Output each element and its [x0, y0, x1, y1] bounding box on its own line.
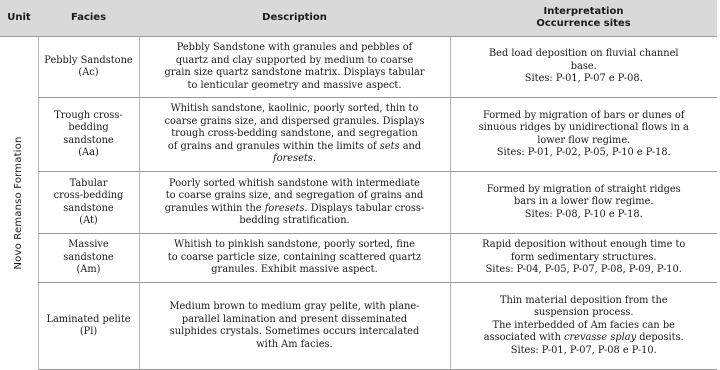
description-line: coarse grains size, and dispersed granules. Displays [164, 115, 425, 127]
interpretation-line: bars in a lower flow regime. [514, 196, 654, 208]
description-line [144, 203, 446, 216]
table-row [0, 234, 717, 283]
description-line: quartz and clay supported by medium to coarse [175, 54, 414, 66]
facies-cell [38, 98, 139, 172]
header-row [0, 0, 717, 37]
interpretation-cell [450, 234, 717, 283]
unit-cell [0, 37, 38, 370]
description-cell [139, 172, 450, 234]
description-cell [139, 98, 450, 172]
description-line: granules. Exhibit massive aspect. [211, 264, 378, 276]
facies-cell [38, 283, 139, 370]
facies-cell [38, 37, 139, 98]
description-cell [139, 37, 450, 98]
header-unit: Unit [0, 0, 38, 37]
facies-code: (Am) [76, 264, 101, 276]
description-line: sulphides crystals. Sometimes occurs intercalated [169, 326, 420, 337]
description-line: Whitish to pinkish sandstone, poorly sorted, fine [174, 239, 415, 251]
description-line: to lenticular geometry and massive aspect. [187, 79, 402, 91]
table-row [0, 98, 717, 172]
interpretation-line: Formed by migration of straight ridges [486, 183, 681, 195]
facies-code: (Ac) [78, 67, 99, 78]
interpretation-text: associated with [483, 332, 565, 344]
interpretation-line: suspension process. [533, 307, 634, 319]
description-line [144, 153, 446, 166]
header-interpretation-line: Interpretation [543, 6, 624, 17]
facies-line: sandstone [63, 134, 114, 146]
interpretation-line: sinuous ridges by unidirectional flows in a [478, 122, 689, 133]
interpretation-line: Rapid deposition without enough time to [482, 239, 686, 251]
facies-line: Pebbly Sandstone [44, 54, 133, 66]
description-italic: foresets [273, 153, 313, 165]
description-line: Medium brown to medium gray pelite, with plane- [169, 301, 420, 312]
sites-line: Sites: P-01, P-07 e P-08. [524, 73, 643, 85]
interpretation-cell [450, 98, 717, 172]
sites-line: Sites: P-01, P-07, P-08 e P-10. [510, 344, 657, 356]
description-line: to coarse particle size, containing scattered quartz [167, 251, 422, 263]
description-line [144, 141, 446, 154]
facies-code: (Pl) [79, 326, 98, 337]
description-line: Poorly sorted whitish sandstone with intermediate [169, 177, 420, 189]
facies-code: (At) [79, 215, 98, 226]
interpretation-cell [450, 37, 717, 98]
table-row [0, 283, 717, 370]
description-line: Whitish sandstone, kaolinic, poorly sorted, thin to [170, 103, 419, 115]
interpretation-line [455, 332, 714, 345]
description-text: . [312, 153, 316, 165]
description-italic: sets [379, 140, 400, 152]
facies-line: sandstone [63, 251, 114, 263]
facies-cell [38, 234, 139, 283]
description-line: to coarse grains size, and segregation of grains and [165, 190, 424, 201]
interpretation-italic: crevasse splay [564, 332, 637, 344]
description-line: bedding stratification. [239, 215, 350, 226]
description-line: parallel lamination and present disseminated [181, 313, 408, 325]
description-text: . Displays tabular cross- [304, 202, 425, 214]
interpretation-cell [450, 283, 717, 370]
interpretation-line: The interbedded of Am facies can be [492, 319, 675, 331]
header-description: Description [139, 0, 450, 37]
interpretation-line: form sedimentary structures. [510, 251, 657, 263]
facies-line: cross-bedding [53, 190, 124, 201]
facies-line: Trough cross- [54, 109, 123, 121]
header-facies: Facies [38, 0, 139, 37]
facies-line: Massive [68, 239, 109, 251]
description-line: trough cross-bedding sandstone, and segregation [171, 128, 418, 140]
sites-line: Sites: P-08, P-10 e P-18. [524, 208, 643, 220]
description-cell [139, 234, 450, 283]
interpretation-text: deposits. [636, 332, 684, 344]
description-text: of grains and granules within the limits of [167, 140, 380, 152]
header-occurrence-line: Occurrence sites [536, 18, 631, 29]
header-interpretation [450, 0, 717, 37]
facies-line: Laminated pelite [46, 313, 131, 325]
description-line: grain size quartz sandstone matrix. Displays tabular [164, 67, 425, 78]
facies-code: (Aa) [78, 147, 99, 158]
sites-line: Sites: P-01, P-02, P-05, P-10 e P-18. [496, 147, 671, 158]
interpretation-cell [450, 172, 717, 234]
description-text: and [399, 140, 422, 152]
facies-line: sandstone [63, 202, 114, 214]
table-row [0, 37, 717, 98]
description-text: granules within the [164, 202, 265, 214]
table-row [0, 172, 717, 234]
facies-line: bedding [68, 122, 109, 133]
interpretation-line: Thin material deposition from the [499, 294, 668, 306]
description-cell [139, 283, 450, 370]
unit-label: Novo Remanso Formation [12, 136, 24, 270]
description-italic: foresets [264, 202, 305, 214]
description-line: Pebbly Sandstone with granules and pebbles of [176, 42, 413, 53]
interpretation-line: base. [570, 60, 597, 72]
facies-cell [38, 172, 139, 234]
interpretation-line: Bed load deposition on fluvial channel [488, 48, 679, 60]
description-line: with Am facies. [256, 338, 333, 350]
facies-line: Tabular [69, 177, 108, 189]
interpretation-line: Formed by migration of bars or dunes of [483, 109, 685, 121]
sites-line: Sites: P-04, P-05, P-07, P-08, P-09, P-10. [485, 264, 682, 276]
interpretation-line: lower flow regime. [537, 134, 631, 146]
